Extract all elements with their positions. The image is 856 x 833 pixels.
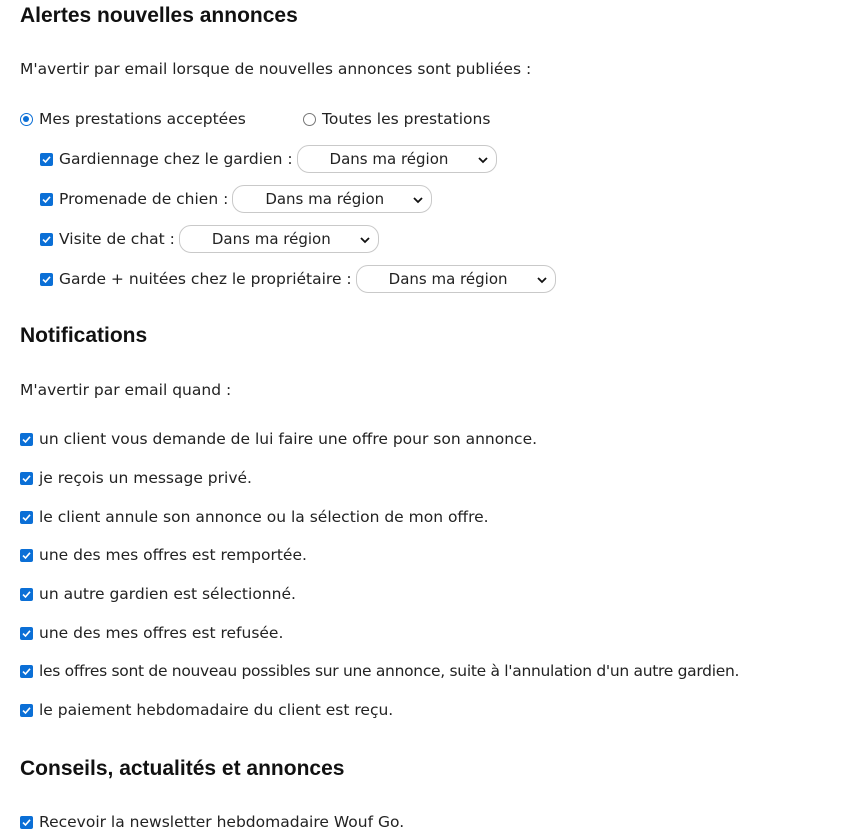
checkbox-checked-icon[interactable] (20, 549, 33, 562)
checkbox-checked-icon[interactable] (20, 816, 33, 829)
notification-label: un client vous demande de lui faire une offre pour son annonce. (39, 430, 538, 448)
checkbox-checked-icon[interactable] (40, 193, 53, 206)
alerts-intro: M'avertir par email lorsque de nouvelles annonces sont publiées : (20, 60, 532, 78)
notification-item[interactable] (20, 507, 489, 527)
radio-unselected-icon[interactable] (303, 113, 316, 126)
select-value: Dans ma région (388, 270, 508, 288)
notification-label: les offres sont de nouveau possibles sur une annonce, suite à l'annulation d'un autre gardien. (39, 662, 740, 680)
radio-all-services-label: Toutes les prestations (322, 110, 491, 128)
checkbox-checked-icon[interactable] (20, 511, 33, 524)
region-select[interactable] (179, 225, 379, 253)
radio-selected-icon[interactable] (20, 113, 33, 126)
checkbox-checked-icon[interactable] (40, 273, 53, 286)
checkbox-checked-icon[interactable] (40, 153, 53, 166)
newsletter-checkbox[interactable] (20, 812, 404, 832)
chevron-down-icon (537, 269, 547, 289)
notification-item[interactable] (20, 623, 283, 643)
chevron-down-icon (413, 189, 423, 209)
newsletter-label: Recevoir la newsletter hebdomadaire Wouf Go. (39, 813, 405, 831)
service-row-gardiennage (40, 145, 497, 173)
service-label: Gardiennage chez le gardien : (59, 150, 293, 168)
service-row-garde-nuitees (40, 265, 556, 293)
notification-label: je reçois un message privé. (39, 469, 252, 487)
select-value: Dans ma région (211, 230, 331, 248)
notification-item[interactable] (20, 429, 537, 449)
notification-item[interactable] (20, 700, 393, 720)
radio-my-services-label: Mes prestations acceptées (39, 110, 246, 128)
service-row-visite-chat (40, 225, 379, 253)
checkbox-checked-icon[interactable] (40, 233, 53, 246)
notification-label: une des mes offres est refusée. (39, 624, 284, 642)
region-select[interactable] (232, 185, 432, 213)
radio-all-services[interactable] (303, 109, 490, 129)
chevron-down-icon (360, 229, 370, 249)
service-label: Visite de chat : (59, 230, 175, 248)
notification-item[interactable] (20, 468, 252, 488)
notification-label: le client annule son annonce ou la sélection de mon offre. (39, 508, 489, 526)
checkbox-checked-icon[interactable] (20, 588, 33, 601)
notifications-heading: Notifications (20, 324, 148, 347)
notification-item[interactable] (20, 584, 296, 604)
checkbox-checked-icon[interactable] (20, 433, 33, 446)
service-label: Promenade de chien : (59, 190, 229, 208)
service-row-promenade (40, 185, 432, 213)
checkbox-checked-icon[interactable] (20, 627, 33, 640)
notification-label: le paiement hebdomadaire du client est reçu. (39, 701, 394, 719)
checkbox-checked-icon[interactable] (20, 665, 33, 678)
checkbox-checked-icon[interactable] (20, 704, 33, 717)
radio-my-services[interactable] (20, 109, 246, 129)
service-label: Garde + nuitées chez le propriétaire : (59, 270, 352, 288)
select-value: Dans ma région (329, 150, 449, 168)
chevron-down-icon (478, 149, 488, 169)
select-value: Dans ma région (265, 190, 385, 208)
notifications-intro: M'avertir par email quand : (20, 381, 232, 399)
news-heading: Conseils, actualités et annonces (20, 757, 345, 780)
region-select[interactable] (297, 145, 497, 173)
notification-item[interactable] (20, 661, 739, 681)
notification-item[interactable] (20, 545, 307, 565)
notification-label: une des mes offres est remportée. (39, 546, 307, 564)
region-select[interactable] (356, 265, 556, 293)
checkbox-checked-icon[interactable] (20, 472, 33, 485)
notification-label: un autre gardien est sélectionné. (39, 585, 296, 603)
alerts-heading: Alertes nouvelles annonces (20, 4, 298, 27)
